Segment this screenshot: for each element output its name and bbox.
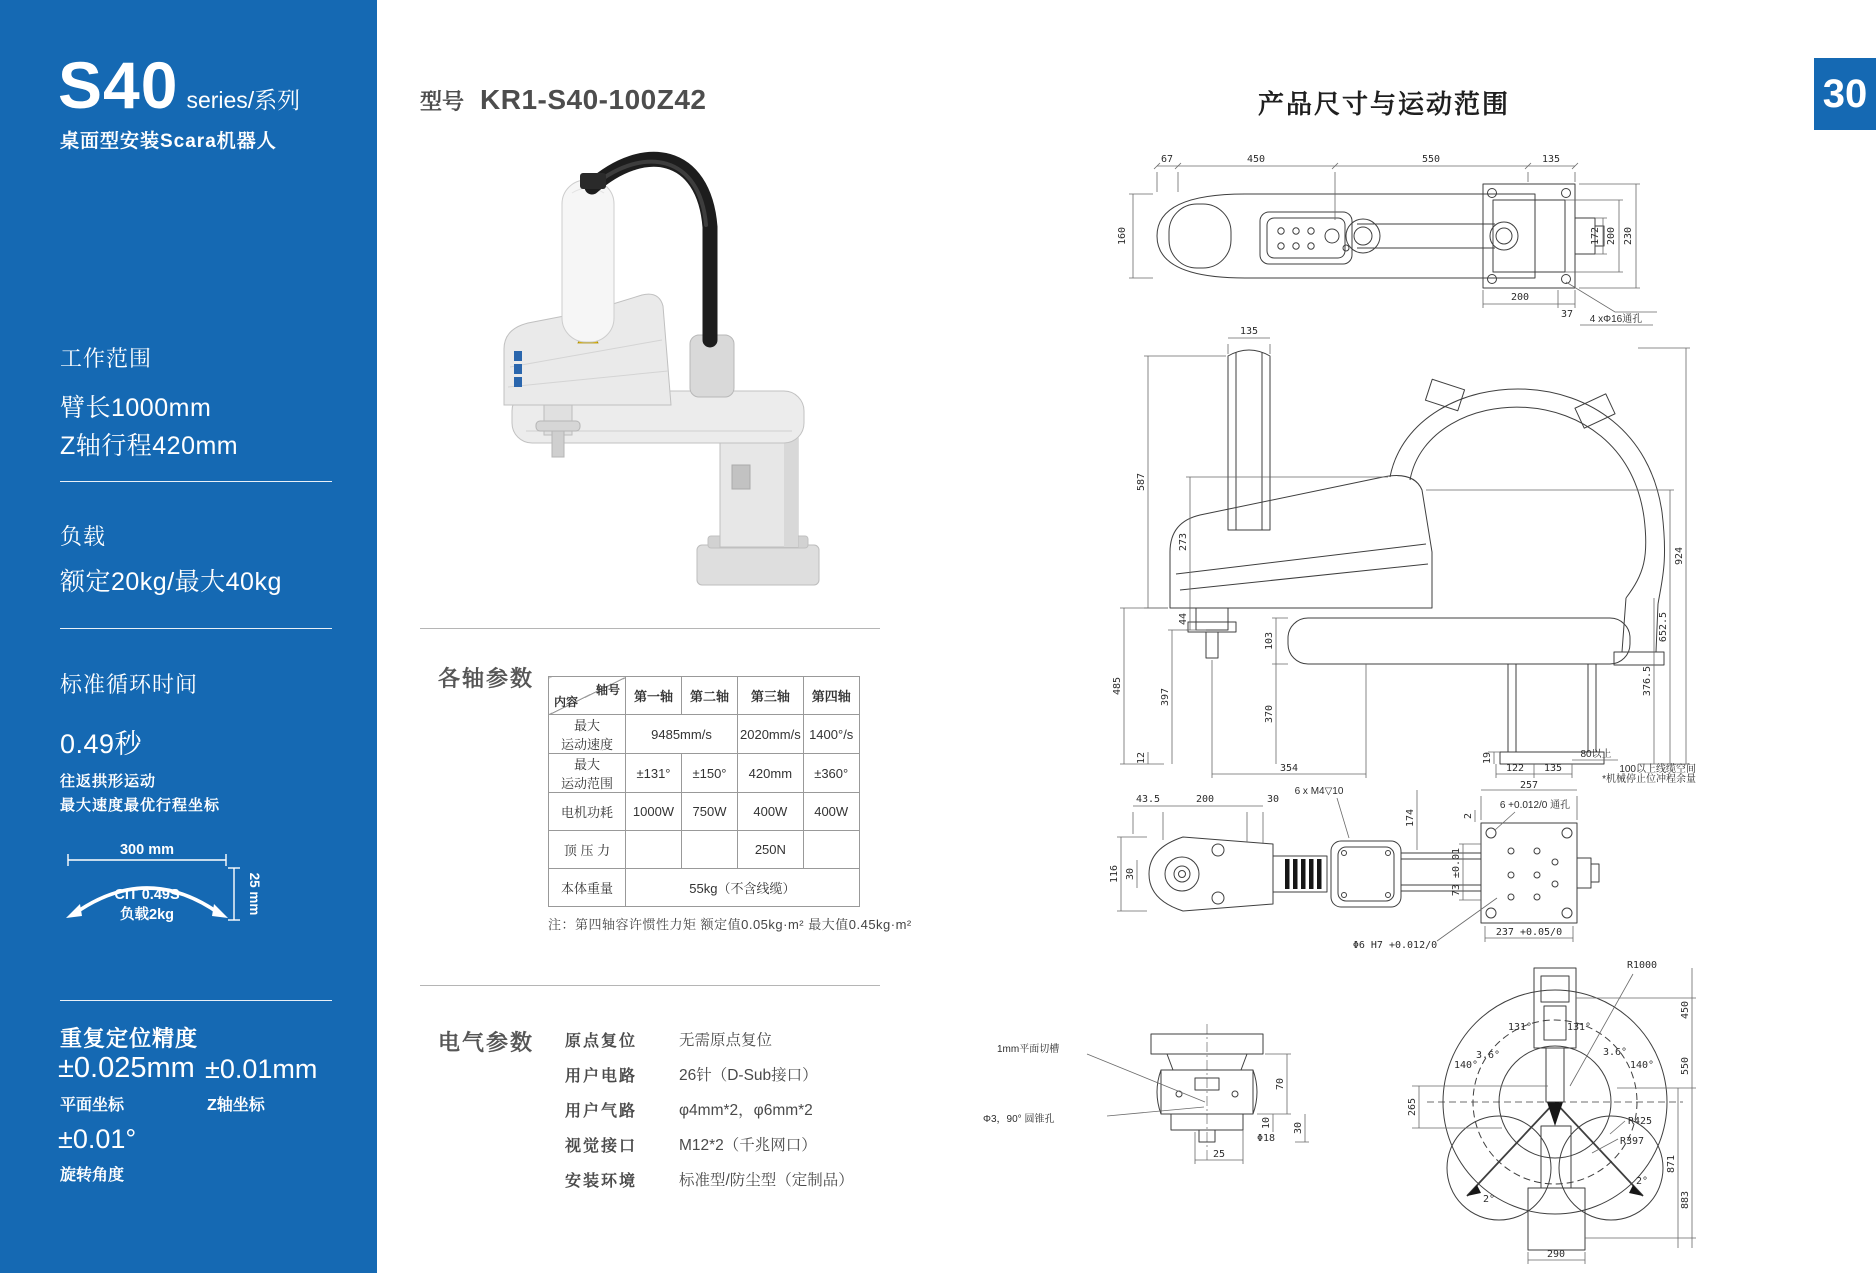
- corner-cell: [549, 677, 626, 715]
- sidebar: [0, 0, 377, 1273]
- electric-value: 无需原点复位: [679, 1032, 773, 1049]
- dim-label: 237 +0.05/0: [1495, 927, 1563, 938]
- precision-rotation-label: 旋转角度: [60, 1167, 125, 1184]
- payload-value: 额定20kg/最大40kg: [60, 568, 282, 596]
- model-number: KR1-S40-100Z42: [480, 84, 707, 115]
- arm-length: 臂长1000mm: [60, 394, 212, 422]
- speed-axis4: 1400°/s: [803, 715, 859, 754]
- dim-label: 550: [1680, 1056, 1691, 1076]
- range-axis4: ±360°: [803, 754, 859, 793]
- push-axis2: [682, 831, 738, 869]
- row-speed-label: 最大 运动速度: [549, 715, 626, 754]
- arch-width-label: 300 mm: [119, 842, 175, 858]
- dim-label: 73 ±0.01: [1451, 847, 1462, 897]
- dim-label: 257: [1519, 780, 1539, 791]
- screw-callout-label: 6 x M4▽10: [1294, 786, 1344, 797]
- model-row: [420, 84, 706, 116]
- arch-payload-label: 负载2kg: [120, 907, 174, 923]
- col-axis2: 第二轴: [682, 677, 738, 715]
- dim-label: 200: [1195, 794, 1215, 805]
- model-label: 型号: [420, 89, 465, 114]
- cycle-value: 0.49秒: [60, 729, 143, 759]
- radius-label: R397: [1620, 1136, 1645, 1147]
- push-axis3: 250N: [738, 831, 804, 869]
- dim-label: 135: [1541, 154, 1561, 165]
- section-divider: [420, 628, 880, 629]
- precision-title: 重复定位精度: [60, 1026, 199, 1051]
- dim-label: 200: [1510, 292, 1530, 303]
- dim-label: 2: [1463, 812, 1474, 820]
- drawing-note: 100以上线缆空间: [1619, 764, 1696, 775]
- dim-label: 230: [1623, 226, 1634, 246]
- corner-axis-label: 轴号: [595, 683, 620, 697]
- table-header-row: [549, 677, 860, 715]
- dim-label: 10: [1261, 1116, 1272, 1130]
- row-push-label: 顶 压 力: [549, 831, 626, 869]
- speed-axis3: 2020mm/s: [738, 715, 804, 754]
- dim-label: 290: [1546, 1249, 1566, 1260]
- cycle-note-1: 往返拱形运动: [60, 773, 157, 790]
- cycle-title: 标准循环时间: [60, 672, 199, 697]
- angle-label: 131°: [1566, 1022, 1592, 1033]
- dim-label: 103: [1264, 631, 1275, 651]
- radius-label: R425: [1628, 1116, 1653, 1127]
- dim-label: 25: [1212, 1149, 1226, 1160]
- electric-parameter-list: [565, 1028, 854, 1203]
- dim-label: 174: [1405, 808, 1416, 828]
- dim-label: 587: [1136, 472, 1147, 492]
- dim-label: 550: [1421, 154, 1441, 165]
- dim-label: 370: [1264, 704, 1275, 724]
- table-row: [549, 715, 860, 754]
- dim-label: 116: [1109, 864, 1120, 884]
- arch-arrow-left: [66, 904, 82, 918]
- top-view-drawing: [1095, 136, 1660, 326]
- table-row: [549, 793, 860, 831]
- sidebar-divider: [60, 1000, 332, 1001]
- list-item: [565, 1063, 854, 1086]
- row-weight-label: 本体重量: [549, 869, 626, 907]
- payload-title: 负载: [60, 524, 107, 549]
- radius-label: R1000: [1626, 960, 1658, 971]
- dim-label: 135: [1239, 326, 1259, 337]
- dim-label: 80以上: [1580, 749, 1612, 760]
- motion-range-drawing: [1172, 938, 1702, 1273]
- list-item: [565, 1133, 854, 1156]
- electric-key: 原点复位: [565, 1033, 638, 1050]
- dim-label: Φ18: [1257, 1133, 1276, 1144]
- power-axis1: 1000W: [626, 793, 682, 831]
- list-item: [565, 1098, 854, 1121]
- drawings-title: 产品尺寸与运动范围: [1258, 89, 1511, 119]
- sidebar-divider: [60, 481, 332, 482]
- axis-table-note: 注：第四轴容许惯性力矩 额定值0.05kg·m² 最大值0.45kg·m²: [548, 917, 912, 932]
- section-divider: [420, 985, 880, 986]
- robot-z-cylinder: [562, 180, 614, 342]
- angle-label: 3.6°: [1602, 1047, 1628, 1058]
- col-axis4: 第四轴: [803, 677, 859, 715]
- dim-label: 883: [1680, 1190, 1691, 1210]
- dim-label: 485: [1112, 676, 1123, 696]
- work-range-title: 工作范围: [60, 346, 153, 371]
- dim-label: 172: [1590, 226, 1601, 246]
- electric-key: 用户气路: [565, 1103, 638, 1120]
- dim-label: 30: [1293, 1121, 1304, 1135]
- side-view-drawing: [1078, 312, 1703, 785]
- electric-value: 标准型/防尘型（定制品）: [679, 1172, 854, 1189]
- row-range-label: 最大 运动范围: [549, 754, 626, 793]
- table-row: [549, 831, 860, 869]
- series-subtitle: 桌面型安装Scara机器人: [60, 131, 277, 152]
- power-axis3: 400W: [738, 793, 804, 831]
- page-number-badge: 30: [1814, 58, 1876, 130]
- row-power-label: 电机功耗: [549, 793, 626, 831]
- dim-label: 450: [1246, 154, 1266, 165]
- dim-label: 19: [1482, 751, 1493, 765]
- dim-label: 67: [1160, 154, 1174, 165]
- cycle-arch-diagram: [58, 842, 298, 947]
- power-axis4: 400W: [803, 793, 859, 831]
- cycle-note-2: 最大速度最优行程坐标: [60, 797, 221, 814]
- precision-planar-label: 平面坐标: [60, 1097, 125, 1114]
- angle-label: 2°: [1482, 1194, 1496, 1205]
- angle-label: 131°: [1507, 1022, 1533, 1033]
- dim-label: 652.5: [1658, 611, 1669, 643]
- dim-label: 376.5: [1642, 665, 1653, 697]
- dim-label: 37: [1560, 309, 1574, 320]
- axis-parameter-table: [548, 676, 860, 907]
- hole-callout-label: 4 xΦ16通孔: [1589, 314, 1643, 325]
- electric-value: 26针（D-Sub接口）: [679, 1067, 818, 1084]
- arch-arrow-right: [212, 904, 228, 918]
- dim-label: 122: [1505, 763, 1525, 774]
- electric-value: φ4mm*2，φ6mm*2: [679, 1102, 813, 1119]
- series-name: S40: [58, 48, 179, 122]
- dim-label: 273: [1178, 532, 1189, 552]
- speed-axis12: 9485mm/s: [626, 715, 738, 754]
- cone-hole-label: Φ3，90° 圆锥孔: [983, 1114, 1055, 1125]
- table-row: [549, 754, 860, 793]
- table-row: [549, 869, 860, 907]
- dim-label: 70: [1275, 1077, 1286, 1091]
- corner-content-label: 内容: [554, 695, 579, 709]
- dim-label: 135: [1543, 763, 1563, 774]
- dim-label: 924: [1674, 546, 1685, 566]
- precision-z-label: Z轴坐标: [207, 1097, 265, 1114]
- dim-label: 44: [1178, 612, 1189, 626]
- dim-label: 450: [1680, 1000, 1691, 1020]
- angle-label: 2°: [1635, 1176, 1649, 1187]
- dim-label: 30: [1125, 867, 1136, 881]
- angle-label: 140°: [1629, 1060, 1655, 1071]
- groove-label: 1mm平面切槽: [997, 1044, 1060, 1055]
- col-axis1: 第一轴: [626, 677, 682, 715]
- electric-key: 视觉接口: [565, 1138, 638, 1155]
- z-stroke: Z轴行程420mm: [60, 432, 239, 460]
- dim-label: 43.5: [1135, 794, 1161, 805]
- dim-label: 871: [1666, 1154, 1677, 1174]
- range-axis1: ±131°: [626, 754, 682, 793]
- dim-label: 160: [1117, 226, 1128, 246]
- axis-section-title: 各轴参数: [438, 666, 535, 691]
- sidebar-divider: [60, 628, 332, 629]
- phi-callout-label: Φ6 H7 +0.012/0: [1352, 940, 1438, 951]
- hole-callout-label: 6 +0.012/0 通孔: [1499, 800, 1571, 811]
- electric-key: 用户电路: [565, 1068, 638, 1085]
- dim-label: 12: [1136, 751, 1147, 765]
- angle-label: 140°: [1453, 1060, 1479, 1071]
- dim-label: 397: [1160, 687, 1171, 707]
- dim-label: 265: [1407, 1097, 1418, 1117]
- list-item: [565, 1028, 854, 1051]
- dim-label: 30: [1266, 794, 1280, 805]
- dim-label: 354: [1279, 763, 1299, 774]
- precision-planar-value: ±0.025mm: [58, 1052, 195, 1084]
- col-axis3: 第三轴: [738, 677, 804, 715]
- electric-key: 安装环境: [565, 1173, 638, 1190]
- series-title: [58, 48, 301, 122]
- electric-value: M12*2（千兆网口）: [679, 1137, 817, 1154]
- dim-label: 200: [1606, 226, 1617, 246]
- precision-z-value: ±0.01mm: [205, 1054, 318, 1084]
- electric-section-title: 电气参数: [438, 1030, 535, 1055]
- drawing-note: *机械停止位冲程余量: [1602, 774, 1696, 785]
- push-axis4: [803, 831, 859, 869]
- arch-height-label: 25 mm: [247, 872, 262, 916]
- power-axis2: 750W: [682, 793, 738, 831]
- weight-value: 55kg（不含线缆）: [626, 869, 860, 907]
- brand-logo: [514, 351, 522, 387]
- arch-cit-label: CIT 0.49S: [114, 887, 180, 903]
- precision-rotation-value: ±0.01°: [58, 1124, 137, 1154]
- range-axis2: ±150°: [682, 754, 738, 793]
- range-axis3: 420mm: [738, 754, 804, 793]
- cable-connector: [580, 173, 606, 189]
- product-photo: [492, 135, 842, 605]
- robot-base-plate: [697, 545, 819, 585]
- angle-label: 3.6°: [1475, 1050, 1501, 1061]
- push-axis1: [626, 831, 682, 869]
- list-item: [565, 1168, 854, 1191]
- series-suffix: series/系列: [186, 87, 301, 113]
